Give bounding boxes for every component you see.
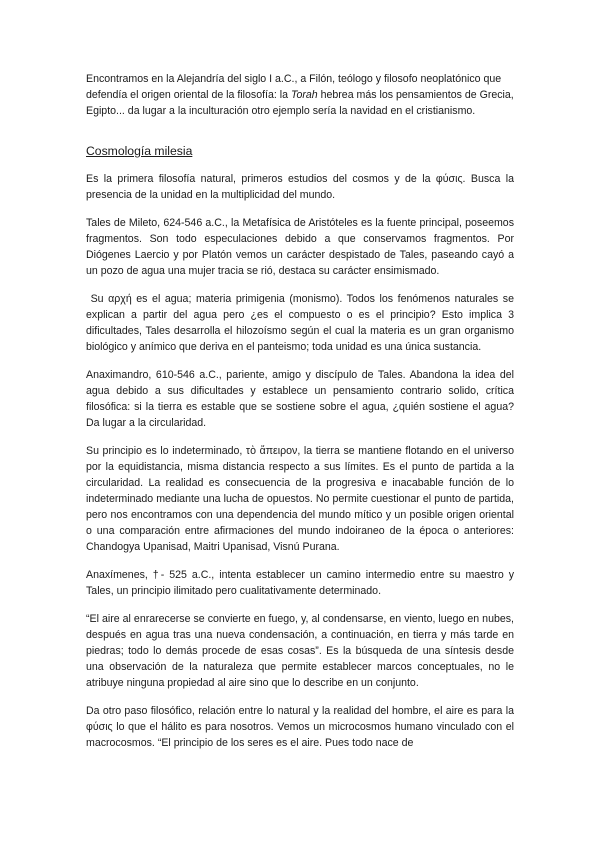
paragraph-anaximenes: Anaxímenes, †- 525 a.C., intenta establecer un camino intermedio entre su maestro y Tales, un principio ilimitado pero cualitativamente determinado. — [86, 569, 514, 597]
paragraph-arche: Su αρχή es el agua; materia primigenia (monismo). Todos los fenómenos naturales se explican a partir del agua pero ¿es el compuesto o es el principio? Esto implica 3 dificultades, Tales desarrolla el hilozoísmo según el cual la materia es un gran organismo biológico y anímico que deriva en el panteismo; toda unidad es una única sustancia. — [86, 293, 514, 353]
paragraph-anaximandro: Anaximandro, 610-546 a.C., pariente, amigo y discípulo de Tales. Abandona la idea del agua debido a sus dificultades y establece un pensamiento contrario solido, crítica filosófica: si la tierra es estable que se sostiene sobre el agua, ¿quién sostiene el agua? Da lugar a la circularidad. — [86, 369, 514, 429]
paragraph-tales: Tales de Mileto, 624-546 a.C., la Metafísica de Aristóteles es la fuente principal, poseemos fragmentos. Son todo especulaciones debido a que conservamos fragmentos. Por Diógenes Laercio y por Platón vemos un carácter despistado de Tales, paseando cayó a un pozo de agua una mujer tracia se rió, destaca su carácter ensimismado. — [86, 217, 514, 277]
section-heading: Cosmología milesia — [86, 144, 193, 158]
paragraph-microcosmos: Da otro paso filosófico, relación entre lo natural y la realidad del hombre, el aire es para la φύσις lo que el hálito es para nosotros. Vemos un microcosmos humano vinculado con el macrocosmos. “El principio de los seres es el aire. Pues todo nace de — [86, 705, 514, 749]
intro-text-end: hebrea más los pensamientos de Grecia, Egipto... da lugar a la inculturación otro ejemplo sería la navidad en el cristianismo. — [86, 89, 514, 117]
torah-term: Torah — [290, 89, 318, 101]
paragraph-quote-aire: “El aire al enrarecerse se convierte en fuego, y, al condensarse, en viento, luego en nubes, después en agua tras una nueva condensación, a continuación, en tierra y más tarde en piedras; todo lo demás procede de esas cosas”. Es la búsqueda de una síntesis desde una observación de la naturaleza que permite establecer marcos conceptuales, no le atribuye ninguna propiedad al aire sino que lo describe en un conjunto. — [86, 613, 514, 689]
intro-paragraph — [86, 71, 514, 119]
paragraph-physis: Es la primera filosofía natural, primeros estudios del cosmos y de la φύσις. Busca la presencia de la unidad en la multiplicidad del mundo. — [86, 173, 514, 201]
intro-text-start: Encontramos en la Alejandría del siglo I a.C., a Filón, teólogo y filosofo neoplatónico que defendía el origen oriental de la filosofía: la — [86, 73, 502, 101]
paragraph-apeiron: Su principio es lo indeterminado, τὸ ἄπειρον, la tierra se mantiene flotando en el universo por la equidistancia, misma distancia respecto a sus límites. Es el punto de partida a la circularidad. La realidad es consecuencia de la progresiva e inacabable función de lo indeterminado mediante una lucha de opuestos. No permite cuestionar el punto de partida, pero nos encontramos con una dependencia del mundo mítico y un posible origen oriental o una comparación entre afirmaciones del mundo indoiraneo de la época o anteriores: Chandogya Upanisad, Maitri Upanisad, Visnú Purana. — [86, 445, 514, 553]
